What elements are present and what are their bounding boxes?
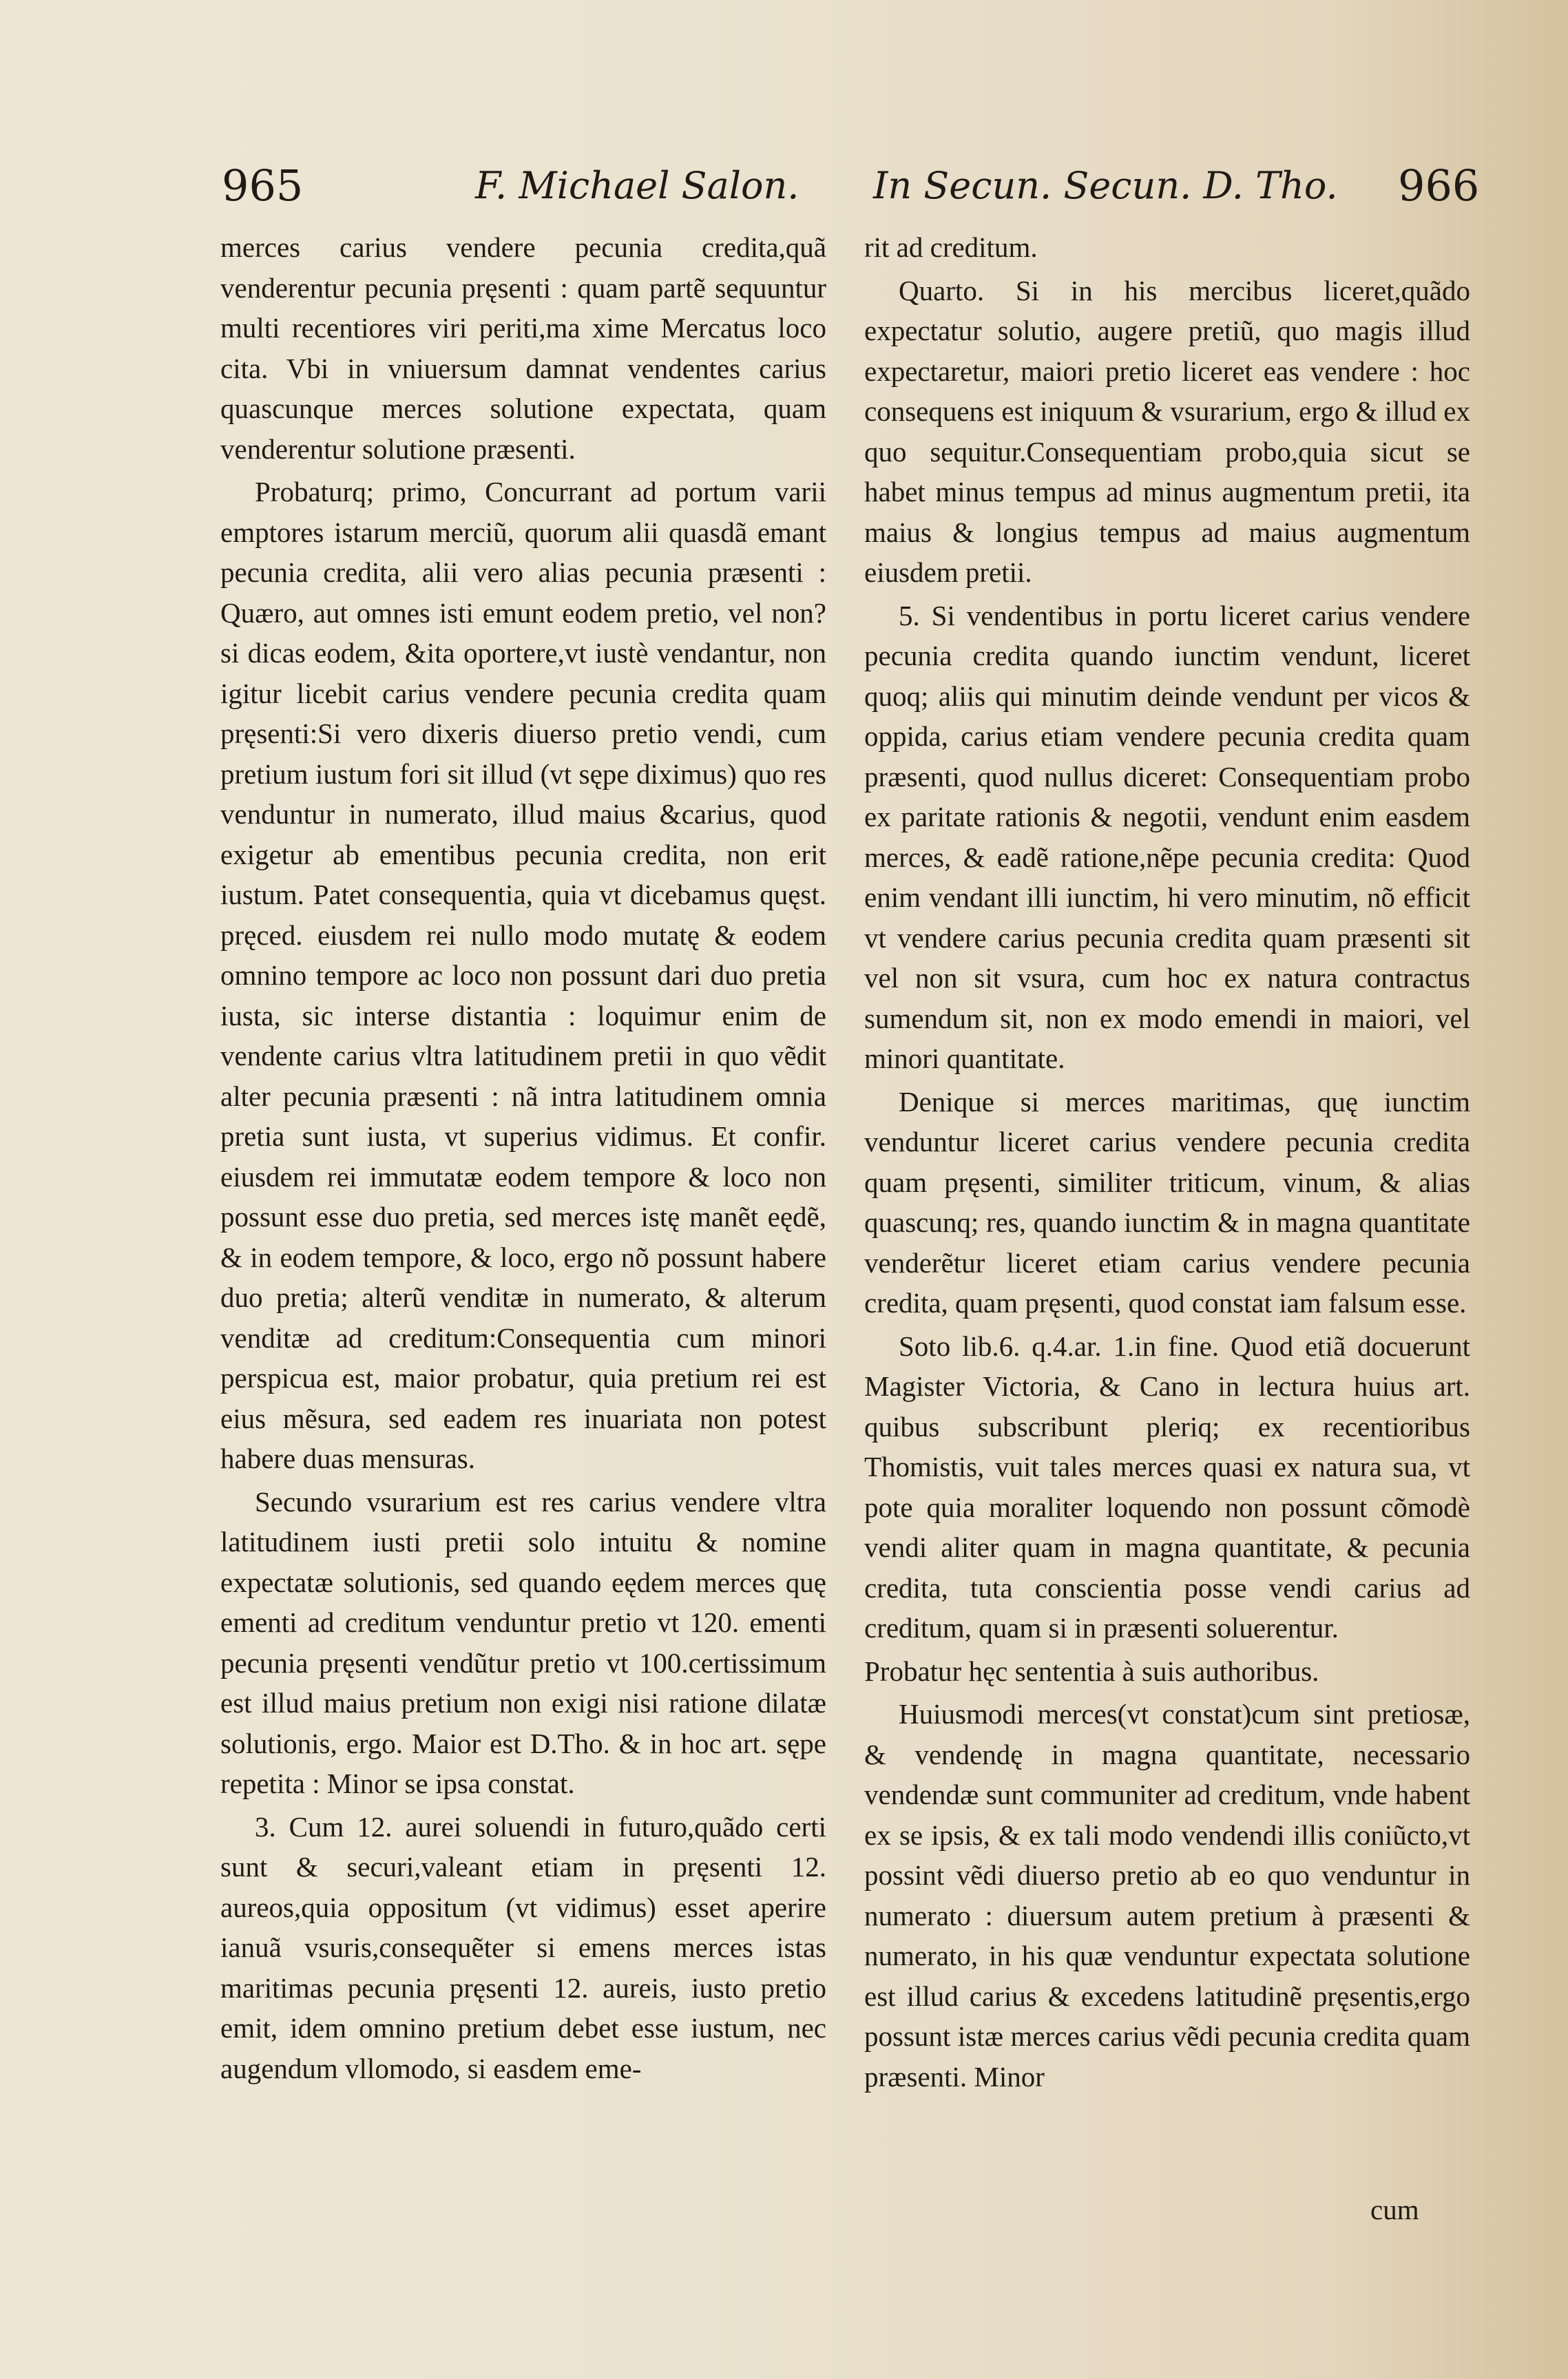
paragraph: Denique si merces maritimas, quę iunctim venduntur liceret carius vendere pecunia credita quam pręsenti, similiter triticum, vinum, & alias quascunq; res, quando iunctim & in magna quantitate venderẽtur liceret etiam carius vendere pecunia credita, quam pręsenti, quod constat iam falsum esse. — [864, 1085, 1470, 1319]
author-heading: F. Michael Salon. — [475, 164, 799, 207]
paragraph: Huiusmodi merces(vt constat)cum sint pretiosæ, & vendendę in magna quantitate, necessario vendendæ sunt communiter ad creditum, vnde habent ex se ipsis, & ex tali modo vendendi illis coniũcto,vt possint vẽdi diuerso pretio ab eo quo venduntur in numerato : diuersum autem pretium à præsenti & numerato, in his quæ venduntur expectata solutione est illud carius & excedens latitudinẽ pręsentis,ergo possunt istæ merces carius vẽdi pecunia credita quam præsenti. Minor — [864, 1698, 1470, 2093]
paragraph: 5. Si vendentibus in portu liceret carius vendere pecunia credita quando iunctim vendunt, liceret quoq; aliis qui minutim deinde vendunt per vicos & oppida, carius etiam vendere pecunia credita quam præsenti, quod nullus diceret: Consequentiam probo ex paritate rationis & negotii, vendunt enim easdem merces, & eadẽ ratione,nẽpe pecunia credita: Quod enim vendant illi iunctim, hi vero minutim, nõ efficit vt vendere carius pecunia credita quam præsenti sit vel non sit vsura, cum hoc ex natura contractus sumendum sit, non ex modo emendi in maiori, vel minori quantitate. — [864, 599, 1470, 1074]
work-title-heading: In Secun. Secun. D. Tho. — [873, 164, 1338, 207]
left-column — [220, 227, 826, 2155]
paragraph: Secundo vsurarium est res carius vendere vltra latitudinem iusti pretii solo intuitu & nomine expectatæ solutionis, sed quando eędem merces quę ementi ad creditum venduntur pretio vt 120. ementi pecunia pręsenti vendũtur pretio vt 100.certissimum est illud maius pretium non exigi nisi ratione dilatæ solutionis, ergo. Maior est D.Tho. & in hoc art. sępe repetita : Minor se ipsa constat. — [220, 1485, 826, 1799]
paragraph: merces carius vendere pecunia credita,quã venderentur pecunia pręsenti : quam partẽ sequuntur multi recentiores viri periti,ma xime Mercatus loco cita. Vbi in vniuersum damnat vendentes carius quascunque merces solutione expectata, quam venderentur solutione præsenti. — [220, 231, 826, 465]
page-number-right: 966 — [1398, 160, 1480, 211]
paragraph: Quarto. Si in his mercibus liceret,quãdo expectatur solutio, augere pretiũ, quo magis illud expectaretur, maiori pretio liceret eas vendere : hoc consequens est iniquum & vsurarium, ergo & illud ex quo sequitur.Consequentiam probo,quia sicut se habet minus tempus ad minus augmentum pretii, ita maius & longius tempus ad maius augmentum eiusdem pretii. — [864, 274, 1470, 588]
catchword: cum — [1370, 2194, 1419, 2225]
running-header — [0, 158, 1568, 220]
paragraph: Probatur hęc sententia à suis authoribus. — [864, 1655, 1319, 1687]
paragraph: Probaturq; primo, Concurrant ad portum varii emptores istarum merciũ, quorum alii quasdã emant pecunia credita, alii vero alias pecunia præsenti : Quæro, aut omnes isti emunt eodem pretio, vel non? si dicas eodem, &ita oportere,vt iustè vendantur, non igitur licebit carius vendere pecunia credita quam pręsenti:Si vero dixeris diuerso pretio vendi, cum pretium iustum fori sit illud (vt sępe diximus) quo res venduntur in numerato, illud maius &carius, quod exigetur ab ementibus pecunia credita, non erit iustum. Patet consequentia, quia vt dicebamus quęst. pręced. eiusdem rei nullo modo mutatę & eodem omnino tempore ac loco non possunt dari duo pretia iusta, sic interse distantia : loquimur enim de vendente carius vltra latitudinem pretii in quo vẽdit alter pecunia præsenti : nã intra latitudinem omnia pretia sunt iusta, vt superius vidimus. Et confir. eiusdem rei immutatæ eodem tempore & loco non possunt esse duo pretia, sed merces istę manẽt eędẽ, & in eodem tempore, & loco, ergo nõ possunt habere duo pretia; alterũ venditæ in numerato, & alterum venditæ ad creditum:Consequentia cum minori perspicua est, maior probatur, quia pretium rei est eius mẽsura, sed eadem res inuariata non potest habere duas mensuras. — [220, 476, 826, 1474]
paragraph: rit ad creditum. — [864, 231, 1038, 263]
paragraph: 3. Cum 12. aurei soluendi in futuro,quãdo certi sunt & securi,valeant etiam in pręsenti 12. aureos,quia oppositum (vt vidimus) esset aperire ianuã vsuris,consequẽter si emens merces istas maritimas pecunia pręsenti 12. aureis, iusto pretio emit, idem omnino pretium debet esse iustum, nec augendum vllomodo, si easdem eme- — [220, 1810, 826, 2084]
right-column — [864, 227, 1470, 2155]
page-number-left: 965 — [222, 160, 304, 211]
paragraph: Soto lib.6. q.4.ar. 1.in fine. Quod etiã docuerunt Magister Victoria, & Cano in lectura huius art. quibus subscribunt pleriq; ex recentioribus Thomistis, vuit tales merces quasi ex natura sua, vt pote quia moraliter loquendo non possunt cõmodè vendi aliter quam in magna quantitate, & pecunia credita, tuta conscientia posse vendi carius ad creditum, quam si in præsenti soluerentur. — [864, 1330, 1470, 1644]
